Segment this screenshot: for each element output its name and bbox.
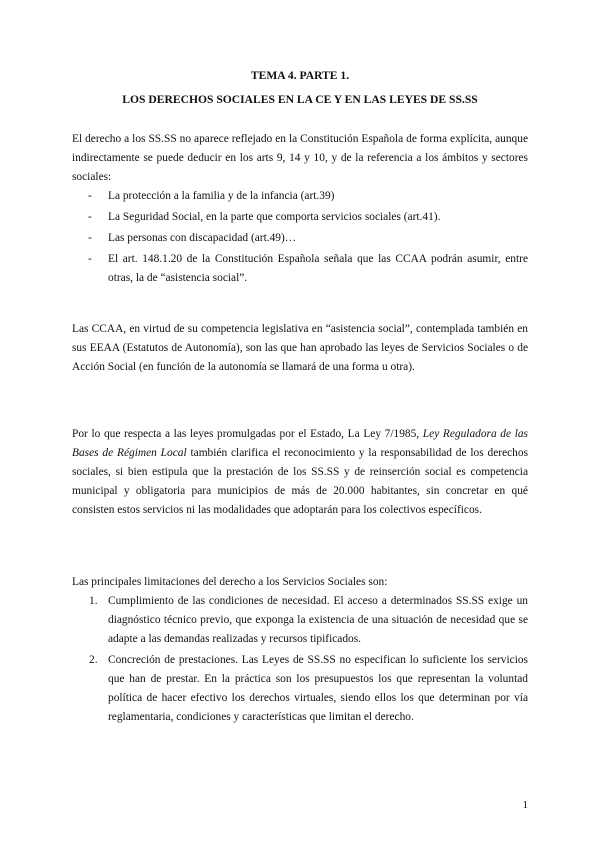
bullet-text: La Seguridad Social, en la parte que comporta servicios sociales (art.41). [108, 211, 441, 223]
bullet-text: El art. 148.1.20 de la Constitución Española señala que las CCAA podrán asumir, entre otras, la de “asistencia social”. [108, 253, 528, 284]
list-item [90, 187, 528, 206]
title-line-2: LOS DERECHOS SOCIALES EN LA CE Y EN LAS LEYES DE SS.SS [122, 93, 478, 106]
list-item [90, 250, 528, 288]
estado-text-before: Por lo que respecta a las leyes promulgadas por el Estado, La Ley 7/1985, [72, 428, 423, 440]
bullet-marker: - [88, 253, 92, 265]
law-title: Ley Reguladora de las Bases de Régimen Local [72, 428, 528, 459]
bullet-marker: - [88, 232, 92, 244]
ccaa-paragraph: Las CCAA, en virtud de su competencia legislativa en “asistencia social”, contemplada también en sus EEAA (Estatutos de Autonomía), son las que han aprobado las leyes de Servicios Sociales o de Acción Social (en función de la autonomía se llamará de una forma u otra). [72, 323, 528, 373]
estado-text-after: también clarifica el reconocimiento y la responsabilidad de los derechos sociales, si bien estipula que la prestación de los SS.SS y de reinserción social es competencia municipal y obligatoria para municipios de más de 20.000 habitantes, sin concretar en qué consisten estos servicios ni las modalidades que adoptarán para los colectivos específicos. [72, 447, 529, 516]
list-item [90, 651, 528, 727]
intro-bullet-list [90, 187, 528, 290]
intro-paragraph: El derecho a los SS.SS no aparece reflejado en la Constitución Española de forma explícita, aunque indirectamente se puede deducir en los arts 9, 14 y 10, y de la referencia a los ámbitos y sectores sociales: [72, 133, 528, 183]
item-text: Cumplimiento de las condiciones de necesidad. El acceso a determinados SS.SS exige un diagnóstico técnico previo, que exponga la existencia de una situación de necesidad que se adapte a las demandas realizadas y recursos tipificados. [108, 595, 528, 645]
bullet-marker: - [88, 211, 92, 223]
bullet-text: Las personas con discapacidad (art.49)… [108, 232, 297, 244]
list-item [90, 229, 528, 248]
list-item [90, 208, 528, 227]
title-line-1: TEMA 4. PARTE 1. [250, 69, 350, 82]
bullet-marker: - [88, 190, 92, 202]
limitations-intro: Las principales limitaciones del derecho a los Servicios Sociales son: [72, 576, 388, 588]
limitations-list [90, 592, 528, 729]
bullet-text: La protección a la familia y de la infancia (art.39) [108, 190, 335, 202]
item-number: 1. [89, 595, 98, 607]
item-number: 2. [89, 654, 98, 666]
item-text: Concreción de prestaciones. Las Leyes de SS.SS no especifican lo suficiente los servicios que han de prestar. En la práctica son los presupuestos los que representan la voluntad política de hacer efectivo los derechos virtuales, siendo ellos los que determinan por vía reglamentaria, condiciones y características que limitan el derecho. [108, 654, 528, 723]
estado-paragraph [72, 425, 528, 520]
list-item [90, 592, 528, 649]
page-number: 1 [522, 799, 528, 811]
